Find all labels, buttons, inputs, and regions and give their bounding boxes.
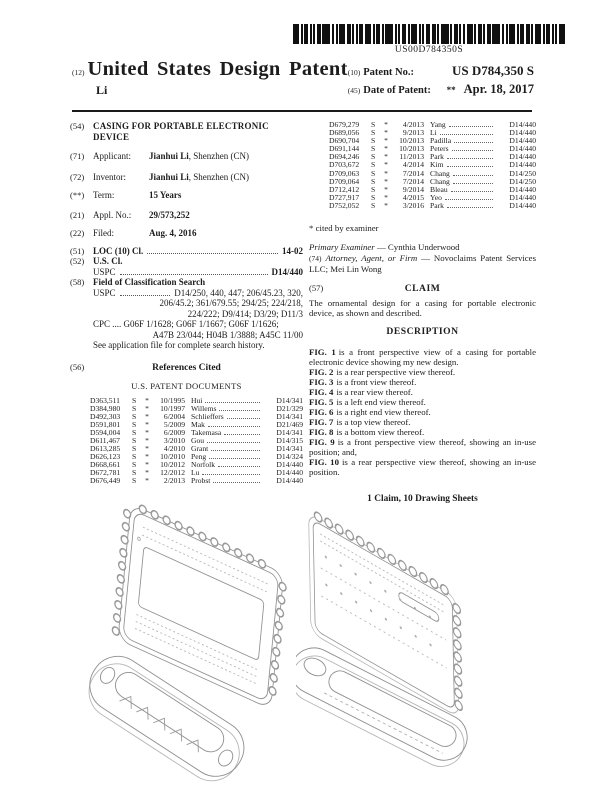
ref-date: 6/2009 <box>163 427 185 437</box>
figure-front-perspective-drawing <box>58 496 302 800</box>
ref-date: 4/2014 <box>402 160 424 170</box>
dotted-leader <box>454 142 493 143</box>
applicant-label: Applicant: <box>93 151 131 161</box>
claims-sheets-note: 1 Claim, 10 Drawing Sheets <box>367 494 478 505</box>
field-term-number: (**) <box>70 190 85 200</box>
figure-label: FIG. 10 <box>309 457 339 468</box>
ref-date: 4/2013 <box>402 120 424 129</box>
ref-date: 10/2010 <box>160 452 185 462</box>
dotted-leader <box>202 474 260 475</box>
ref-kind-code: S <box>132 444 137 454</box>
term-value: 15 Years <box>149 190 182 200</box>
dotted-leader <box>224 434 260 435</box>
patent-reference-row <box>329 202 536 210</box>
ref-inventor-name: Mak <box>191 419 205 429</box>
dotted-leader <box>211 450 260 451</box>
search-uspc-line: USPC D14/250, 440, 447; 206/45.23, 320, <box>93 287 303 298</box>
ref-kind-code: S <box>371 176 376 186</box>
dotted-leader <box>120 274 268 275</box>
ref-classification: D14/440 <box>509 200 536 210</box>
ref-kind-code: S <box>371 144 376 154</box>
ref-kind-code: S <box>132 468 137 478</box>
figure-rear-perspective-drawing <box>296 498 540 778</box>
ref-classification: D14/440 <box>276 460 303 470</box>
ref-kind-code: S <box>132 419 137 429</box>
filed-label: Filed: <box>93 228 115 238</box>
cited-by-examiner-note: * cited by examiner <box>309 223 379 234</box>
barcode <box>293 24 565 55</box>
ref-inventor-name: Kim <box>430 160 444 170</box>
ref-date: 10/1995 <box>160 395 185 405</box>
description-heading: DESCRIPTION <box>386 326 459 338</box>
barcode-text: US00D784350S <box>394 45 464 55</box>
us-patent-documents-title: U.S. PATENT DOCUMENTS <box>131 381 242 391</box>
ref-patent-number: D363,511 <box>90 395 120 405</box>
claim-title: CLAIM <box>404 283 441 295</box>
ref-cited-star: * <box>145 444 149 454</box>
invention-title: CASING FOR PORTABLE ELECTRONIC DEVICE <box>93 121 269 142</box>
figure-description-row <box>309 417 536 427</box>
figure-description-row <box>309 427 536 437</box>
ref-inventor-name: Gou <box>191 435 205 445</box>
ref-kind-code: S <box>371 184 376 194</box>
ref-classification: D14/341 <box>276 411 303 421</box>
ref-cited-star: * <box>384 152 388 162</box>
ref-classification: D14/440 <box>509 144 536 154</box>
figure-text: is a front view thereof. <box>336 377 417 388</box>
ref-date: 7/2014 <box>402 176 424 186</box>
ref-date: 9/2014 <box>402 184 424 194</box>
ref-classification: D14/440 <box>509 136 536 146</box>
field-12-number: (12) <box>72 68 85 77</box>
field-58-number: (58) <box>70 277 85 287</box>
header-divider <box>72 110 532 112</box>
ref-inventor-name: Li <box>430 128 437 138</box>
ref-patent-number: D709,063 <box>329 168 360 178</box>
uspc-value: D14/440 <box>271 266 303 277</box>
figure-text: is a right end view thereof. <box>336 407 431 418</box>
figure-text: is a top view thereof. <box>336 417 411 428</box>
ref-kind-code: S <box>371 200 376 210</box>
ref-patent-number: D611,467 <box>90 435 120 445</box>
ref-classification: D21/329 <box>276 403 303 413</box>
ref-date: 6/2004 <box>163 411 185 421</box>
dotted-leader <box>451 191 493 192</box>
ref-classification: D14/440 <box>276 476 303 486</box>
loc-label: LOC (10) Cl. <box>93 245 144 256</box>
references-table-left <box>70 397 303 486</box>
figure-text: is a bottom view thereof. <box>336 427 425 438</box>
ref-patent-number: D591,801 <box>90 419 121 429</box>
figure-label: FIG. 5 <box>309 397 334 408</box>
date-of-patent-label: Date of Patent: <box>363 85 431 96</box>
ref-classification: D14/324 <box>276 452 303 462</box>
ref-kind-code: S <box>132 435 137 445</box>
figure-descriptions <box>309 347 536 477</box>
masthead <box>72 58 534 100</box>
references-cited-title: References Cited <box>152 362 221 373</box>
ref-classification: D14/440 <box>509 120 536 129</box>
figure-description-row <box>309 437 536 457</box>
dotted-leader <box>218 466 260 467</box>
figure-label: FIG. 4 <box>309 387 334 398</box>
figure-label: FIG. 7 <box>309 417 334 428</box>
ref-inventor-name: Park <box>430 200 444 210</box>
ref-classification: D14/440 <box>509 128 536 138</box>
application-number-field <box>70 210 303 221</box>
field-10-number: (10) <box>347 68 361 77</box>
ref-date: 9/2013 <box>402 128 424 138</box>
ref-date: 7/2014 <box>402 168 424 178</box>
figure-text: is a front perspective view thereof, showing an in-use position; and, <box>309 437 537 458</box>
ref-cited-star: * <box>384 128 388 138</box>
ref-patent-number: D679,279 <box>329 120 360 129</box>
dotted-leader <box>147 253 278 254</box>
dotted-leader <box>207 442 260 443</box>
primary-examiner-label: Primary Examiner <box>309 242 375 253</box>
figure-description-row <box>309 457 536 477</box>
inventor-field <box>70 172 303 183</box>
ref-classification: D14/250 <box>509 176 536 186</box>
ref-date: 10/2013 <box>399 144 424 154</box>
field-72-number: (72) <box>70 171 85 182</box>
ref-classification: D21/469 <box>276 419 303 429</box>
ref-inventor-name: Willems <box>191 403 217 413</box>
ref-cited-star: * <box>384 184 388 194</box>
ref-patent-number: D694,246 <box>329 152 360 162</box>
ref-patent-number: D712,412 <box>329 184 360 194</box>
ref-kind-code: S <box>371 160 376 170</box>
ref-patent-number: D727,917 <box>329 192 360 202</box>
dotted-leader <box>213 482 260 483</box>
ref-kind-code: S <box>132 395 137 405</box>
ref-inventor-name: Peng <box>191 452 207 462</box>
inventor-label: Inventor: <box>93 171 126 182</box>
inventor-surname: Li <box>96 83 108 97</box>
figure-text: is a rear view thereof. <box>336 387 413 398</box>
ref-kind-code: S <box>371 168 376 178</box>
ref-inventor-name: Probst <box>191 476 211 486</box>
dotted-leader <box>449 126 493 127</box>
ref-classification: D14/341 <box>276 427 303 437</box>
patent-reference-row <box>90 477 303 485</box>
ref-cited-star: * <box>145 403 149 413</box>
figure-label: FIG. 2 <box>309 367 334 378</box>
appl-no-value: 29/573,252 <box>149 209 190 220</box>
right-column <box>309 121 536 504</box>
ref-classification: D14/250 <box>509 168 536 178</box>
ref-cited-star: * <box>145 419 149 429</box>
ref-cited-star: * <box>384 160 388 170</box>
field-52-number: (52) <box>70 256 85 266</box>
primary-examiner-name: — Cynthia Underwood <box>376 242 460 253</box>
ref-cited-star: * <box>145 435 149 445</box>
search-uspc-cont: 224/222; D9/414; D3/29; D11/3 <box>187 308 303 319</box>
ref-patent-number: D709,064 <box>329 176 360 186</box>
search-cpc-line: CPC .... G06F 1/1628; G06F 1/1667; G06F 1/1626; <box>93 319 279 329</box>
loc-class-field <box>70 246 303 257</box>
masthead-left <box>72 58 348 100</box>
ref-cited-star: * <box>145 468 149 478</box>
attorney-line <box>309 253 536 274</box>
field-56-number: (56) <box>70 361 85 372</box>
ref-cited-star: * <box>384 120 388 129</box>
figure-description-row <box>309 387 536 397</box>
dotted-leader <box>227 418 260 419</box>
figure-text: is a front perspective view of a casing for portable electronic device showing my new design. <box>309 347 536 368</box>
ref-patent-number: D703,672 <box>329 160 360 170</box>
ref-cited-star: * <box>384 136 388 146</box>
ref-patent-number: D752,052 <box>329 200 360 210</box>
ref-cited-star: * <box>384 192 388 202</box>
ref-kind-code: S <box>132 452 137 462</box>
barcode-bars <box>293 24 565 44</box>
primary-examiner-line <box>309 242 536 252</box>
applicant-field <box>70 151 303 162</box>
cited-stars: ** <box>446 85 456 95</box>
ref-inventor-name: Norfolk <box>191 460 216 470</box>
loc-value: 14-02 <box>282 245 303 256</box>
patent-no-label: Patent No.: <box>363 67 414 78</box>
ref-kind-code: S <box>132 411 137 421</box>
ref-date: 11/2013 <box>399 152 424 162</box>
field-22-number: (22) <box>70 228 85 238</box>
ref-classification: D14/440 <box>509 192 536 202</box>
patent-date-row <box>348 82 534 97</box>
ref-cited-star: * <box>384 200 388 210</box>
claim-heading <box>309 283 536 294</box>
ref-cited-star: * <box>145 427 149 437</box>
ref-classification: D14/341 <box>276 395 303 405</box>
ref-classification: D14/440 <box>276 468 303 478</box>
ref-kind-code: S <box>371 120 376 129</box>
ref-inventor-name: Park <box>430 152 444 162</box>
figure-description-row <box>309 347 536 367</box>
ref-classification: D14/341 <box>276 444 303 454</box>
applicant-value: Jianhui Li, Shenzhen (CN) <box>149 151 250 161</box>
figure-label: FIG. 9 <box>309 437 335 448</box>
references-heading <box>70 362 303 374</box>
field-45-number: (45) <box>347 86 361 95</box>
ref-kind-code: S <box>371 192 376 202</box>
ref-patent-number: D690,704 <box>329 136 360 146</box>
ref-patent-number: D626,123 <box>90 452 121 462</box>
figure-description-row <box>309 367 536 377</box>
ref-date: 10/2012 <box>160 460 185 470</box>
ref-patent-number: D613,285 <box>90 444 121 454</box>
ref-inventor-name: Padilla <box>430 136 452 146</box>
dotted-leader <box>120 295 171 296</box>
dotted-leader <box>447 166 493 167</box>
ref-date: 10/1997 <box>160 403 185 413</box>
ref-date: 12/2012 <box>160 468 185 478</box>
ref-classification: D14/440 <box>509 160 536 170</box>
ref-date: 10/2013 <box>399 136 424 146</box>
ref-kind-code: S <box>371 152 376 162</box>
references-table-right <box>309 121 536 210</box>
figure-label: FIG. 8 <box>309 427 334 438</box>
ref-classification: D14/315 <box>276 435 303 445</box>
term-field <box>70 190 303 201</box>
ref-patent-number: D676,449 <box>90 476 121 486</box>
ref-patent-number: D691,144 <box>329 144 360 154</box>
ref-kind-code: S <box>132 460 137 470</box>
ref-classification: D14/440 <box>509 152 536 162</box>
field-57-number: (57) <box>309 283 324 294</box>
patent-no-value: US D784,350 S <box>452 63 534 78</box>
figure-label: FIG. 1 <box>309 347 336 358</box>
ref-date: 4/2015 <box>402 192 424 202</box>
appl-no-label: Appl. No.: <box>93 209 132 220</box>
ref-inventor-name: Grant <box>191 444 209 454</box>
ref-inventor-name: Bleau <box>430 184 448 194</box>
figure-description-row <box>309 407 536 417</box>
document-title: United States Design Patent <box>87 58 348 80</box>
figure-label: FIG. 3 <box>309 377 334 388</box>
ref-patent-number: D594,004 <box>90 427 121 437</box>
ref-inventor-name: Lu <box>191 468 200 478</box>
search-note: See application file for complete search history. <box>93 340 265 350</box>
search-classes-block <box>70 288 303 351</box>
ref-cited-star: * <box>145 460 149 470</box>
dotted-leader <box>219 410 260 411</box>
claim-text: The ornamental design for a casing for portable electronic device, as shown and described. <box>309 298 536 319</box>
ref-inventor-name: Yeo <box>430 192 442 202</box>
ref-cited-star: * <box>384 144 388 154</box>
ref-kind-code: S <box>132 403 137 413</box>
dotted-leader <box>208 426 260 427</box>
dotted-leader <box>205 402 260 403</box>
field-71-number: (71) <box>70 151 85 161</box>
patent-number-row <box>348 63 534 79</box>
figure-label: FIG. 6 <box>309 407 334 418</box>
patent-date: Apr. 18, 2017 <box>463 82 534 96</box>
masthead-right <box>348 58 534 100</box>
ref-kind-code: S <box>371 136 376 146</box>
ref-date: 2/2013 <box>163 476 185 486</box>
ref-inventor-name: Hui <box>191 395 203 405</box>
figure-description-row <box>309 397 536 407</box>
figure-description-row <box>309 377 536 387</box>
dotted-leader <box>453 175 493 176</box>
ref-inventor-name: Yang <box>430 120 446 129</box>
title-field <box>70 121 303 142</box>
date-of-patent-value <box>447 82 534 97</box>
field-51-number: (51) <box>70 245 85 256</box>
ref-date: 5/2009 <box>163 419 185 429</box>
ref-cited-star: * <box>145 452 149 462</box>
ref-inventor-name: Schlieffers <box>191 411 224 421</box>
ref-kind-code: S <box>371 128 376 138</box>
document-title-line <box>72 58 348 81</box>
dotted-leader <box>453 183 493 184</box>
ref-cited-star: * <box>384 176 388 186</box>
ref-date: 3/2016 <box>402 200 424 210</box>
ref-cited-star: * <box>145 476 149 486</box>
field-of-search-label: Field of Classification Search <box>93 277 206 287</box>
uspc-field <box>70 267 303 278</box>
ref-patent-number: D492,303 <box>90 411 121 421</box>
left-column <box>70 121 303 486</box>
us-cl-label: U.S. Cl. <box>93 256 123 266</box>
ref-patent-number: D668,661 <box>90 460 121 470</box>
ref-inventor-name: Chang <box>430 176 450 186</box>
ref-cited-star: * <box>384 168 388 178</box>
field-54-number: (54) <box>70 121 85 131</box>
ref-date: 4/2010 <box>163 444 185 454</box>
filed-field <box>70 228 303 239</box>
search-cpc-cont: A47B 23/044; H04B 1/3888; A45C 11/00 <box>152 329 303 340</box>
ref-cited-star: * <box>145 411 149 421</box>
us-class-field <box>70 256 303 267</box>
ref-kind-code: S <box>132 476 137 486</box>
uspc-label: USPC <box>93 266 116 277</box>
ref-patent-number: D689,056 <box>329 128 360 138</box>
dotted-leader <box>440 134 493 135</box>
term-label: Term: <box>93 190 115 200</box>
ref-patent-number: D672,781 <box>90 468 121 478</box>
ref-inventor-name: Peters <box>430 144 449 154</box>
ref-inventor-name: Takemasa <box>191 427 222 437</box>
figure-text: is a rear perspective view thereof, showing an in-use position. <box>309 457 536 478</box>
field-of-search <box>70 277 303 288</box>
attorney-value: — Novoclaims Patent Services LLC; Mei Lin Wong <box>309 253 537 275</box>
attorney-label: Attorney, Agent, or Firm <box>325 253 418 264</box>
inventor-value: Jianhui Li, Shenzhen (CN) <box>149 171 250 182</box>
ref-classification: D14/440 <box>509 184 536 194</box>
ref-cited-star: * <box>145 395 149 405</box>
dotted-leader <box>452 150 493 151</box>
dotted-leader <box>445 199 493 200</box>
dotted-leader <box>209 458 260 459</box>
search-uspc-cont: 206/45.2; 361/679.55; 294/25; 224/218, <box>159 298 303 308</box>
ref-patent-number: D384,980 <box>90 403 121 413</box>
figure-text: is a left end view thereof. <box>336 397 426 408</box>
ref-date: 3/2010 <box>163 435 185 445</box>
ref-kind-code: S <box>132 427 137 437</box>
ref-inventor-name: Chang <box>430 168 450 178</box>
figure-text: is a rear perspective view thereof. <box>336 367 456 378</box>
dotted-leader <box>447 158 493 159</box>
filed-value: Aug. 4, 2016 <box>149 228 197 238</box>
field-74-number: (74) <box>309 254 322 264</box>
field-21-number: (21) <box>70 209 85 220</box>
dotted-leader <box>447 207 493 208</box>
